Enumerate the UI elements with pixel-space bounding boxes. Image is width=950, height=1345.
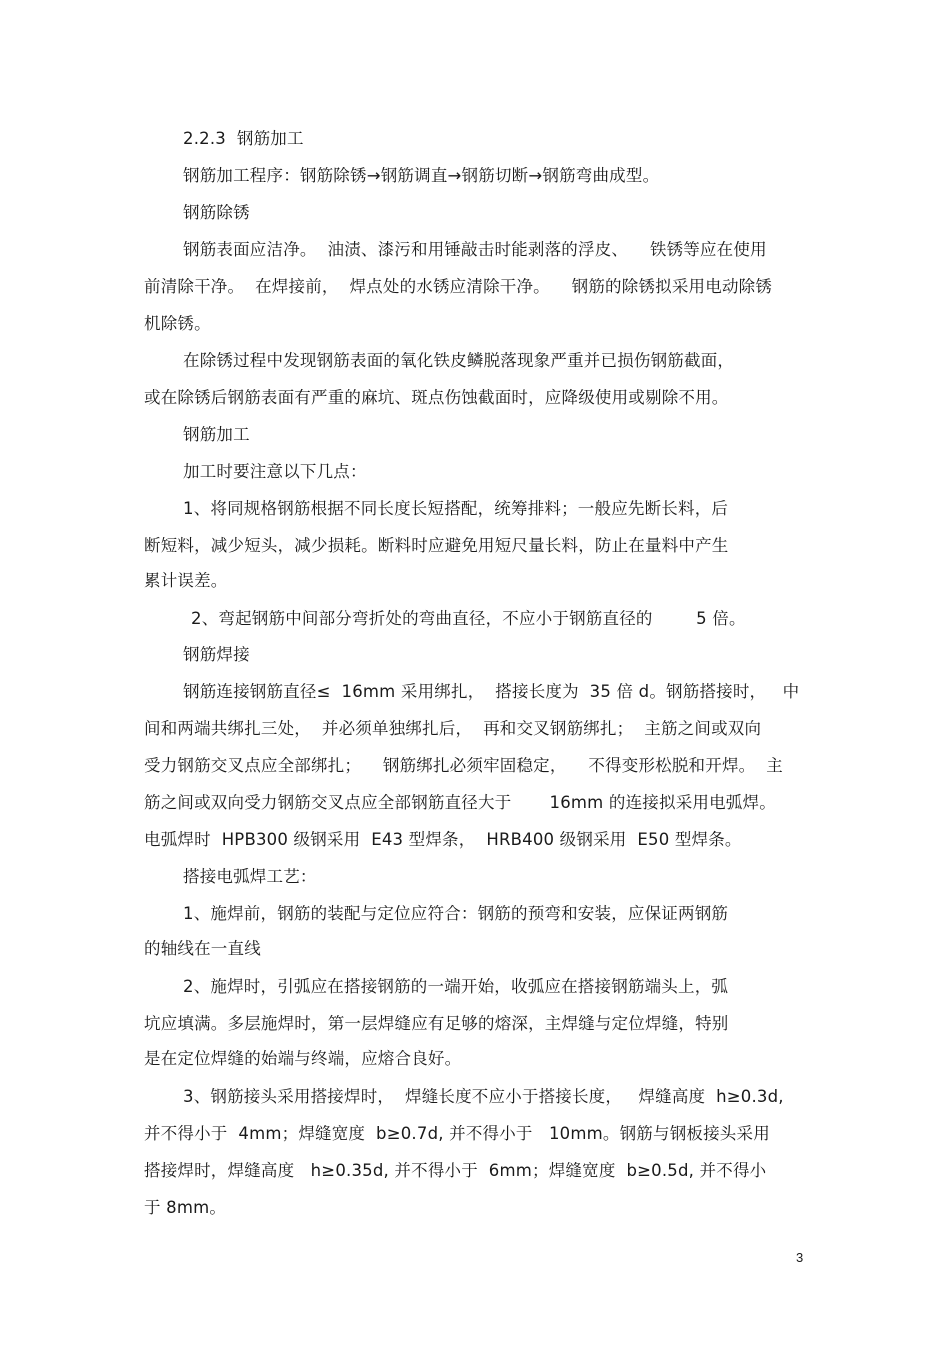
list-item-line: 2、施焊时，引弧应在搭接钢筋的一端开始，收弧应在搭接钢筋端头上，弧 (183, 977, 729, 996)
paragraph-line: 加工时要注意以下几点： (183, 462, 367, 481)
paragraph-line: 钢筋表面应洁净。 油渍、漆污和用锤敲击时能剥落的浮皮、 铁锈等应在使用 (183, 240, 767, 259)
list-item-line: 累计误差。 (144, 571, 228, 590)
list-item-line: 搭接焊时，焊缝高度 h≥0.35d, 并不得小于 6mm；焊缝宽度 b≥0.5d, 并不得小 (144, 1161, 767, 1180)
paragraph-line: 在除锈过程中发现钢筋表面的氧化铁皮鳞脱落现象严重并已损伤钢筋截面， (183, 351, 735, 370)
list-item-line: 3、钢筋接头采用搭接焊时， 焊缝长度不应小于搭接长度， 焊缝高度 h≥0.3d, (183, 1087, 784, 1106)
list-item-line: 坑应填满。多层施焊时，第一层焊缝应有足够的熔深，主焊缝与定位焊缝，特别 (144, 1014, 729, 1033)
paragraph-line: 间和两端共绑扎三处， 并必须单独绑扎后， 再和交叉钢筋绑扎； 主筋之间或双向 (144, 719, 762, 738)
list-item-line: 断短料，减少短头，减少损耗。断料时应避免用短尺量长料，防止在量料中产生 (144, 536, 729, 555)
subheading: 钢筋加工 (183, 425, 250, 444)
list-item-line: 是在定位焊缝的始端与终端，应熔合良好。 (144, 1049, 462, 1068)
paragraph-line: 钢筋连接钢筋直径≤ 16mm 采用绑扎， 搭接长度为 35 倍 d。钢筋搭接时， 中 (183, 682, 800, 701)
list-item-line: 1、将同规格钢筋根据不同长度长短搭配，统筹排料；一般应先断长料，后 (183, 499, 729, 518)
paragraph-line: 前清除干净。 在焊接前， 焊点处的水锈应清除干净。 钢筋的除锈拟采用电动除锈 (144, 277, 773, 296)
paragraph-line: 电弧焊时 HPB300 级钢采用 E43 型焊条， HRB400 级钢采用 E50 型焊条。 (144, 830, 742, 849)
paragraph-line: 筋之间或双向受力钢筋交叉点应全部钢筋直径大于 16mm 的连接拟采用电弧焊。 (144, 793, 776, 812)
subheading: 钢筋除锈 (183, 203, 250, 222)
paragraph-line: 受力钢筋交叉点应全部绑扎； 钢筋绑扎必须牢固稳定， 不得变形松脱和开焊。 主 (144, 756, 783, 775)
list-item-line: 于 8mm。 (144, 1198, 227, 1217)
paragraph-line: 钢筋加工程序：钢筋除锈→钢筋调直→钢筋切断→钢筋弯曲成型。 (183, 166, 660, 185)
list-item-line: 并不得小于 4mm；焊缝宽度 b≥0.7d, 并不得小于 10mm。钢筋与钢板接头采用 (144, 1124, 770, 1143)
list-item-line: 的轴线在一直线 (144, 939, 261, 958)
section-heading: 2.2.3 钢筋加工 (183, 129, 304, 148)
paragraph-line: 或在除锈后钢筋表面有严重的麻坑、斑点伤蚀截面时，应降级使用或剔除不用。 (144, 388, 729, 407)
list-item-line: 2、弯起钢筋中间部分弯折处的弯曲直径，不应小于钢筋直径的 5 倍。 (191, 609, 746, 628)
paragraph-line: 机除锈。 (144, 314, 211, 333)
subheading: 钢筋焊接 (183, 645, 250, 664)
list-item-line: 1、施焊前，钢筋的装配与定位应符合：钢筋的预弯和安装，应保证两钢筋 (183, 904, 729, 923)
page-number: 3 (796, 1250, 804, 1265)
subheading: 搭接电弧焊工艺： (183, 867, 317, 886)
